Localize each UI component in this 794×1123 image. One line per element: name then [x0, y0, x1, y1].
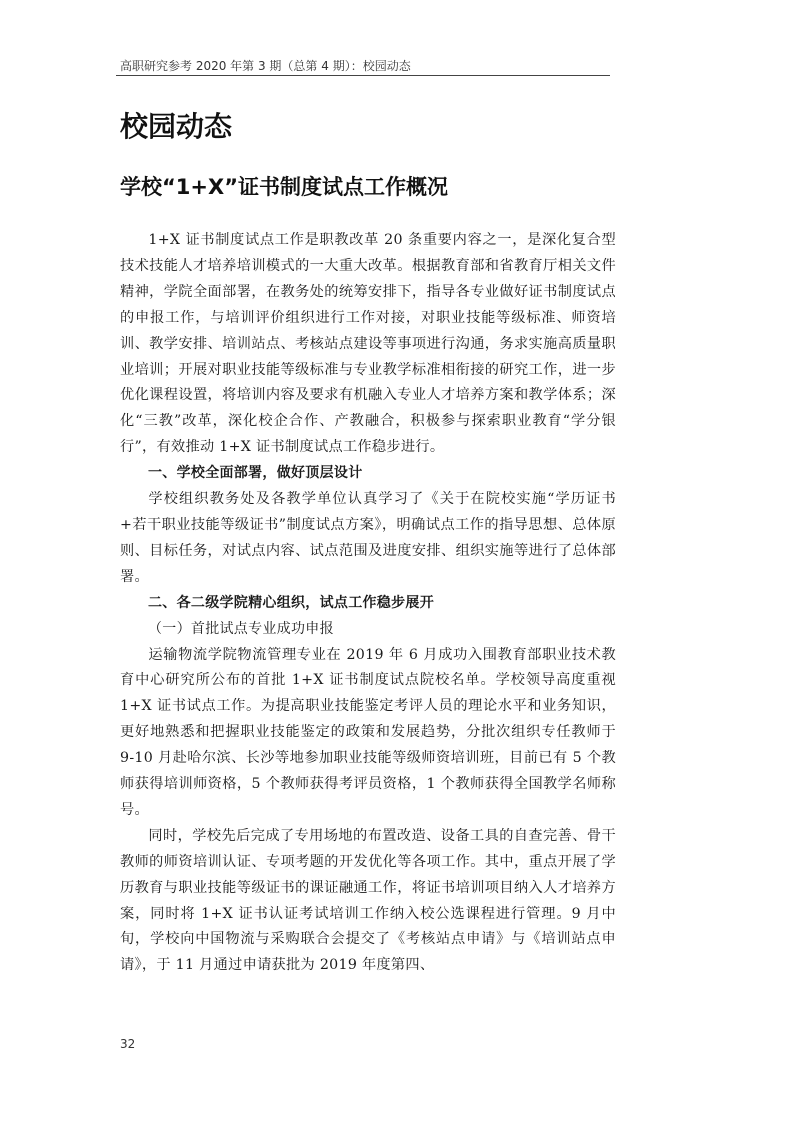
body-paragraph: 同时，学校先后完成了专用场地的布置改造、设备工具的自查完善、骨干教师的师资培训认证、专项考题的开发优化等各项工作。其中，重点开展了学历教育与职业技能等级证书的课证融通工作，将证书培训项目纳入人才培养方案，同时将 1+X 证书认证考试培训工作纳入校公选课程进行管理。9 月中旬，学校向中国物流与采购联合会提交了《考核站点申请》与《培训站点申请》，于 11 月通过申请获批为 2019 年度第四、 — [120, 827, 616, 974]
running-head: 高职研究参考 2020 年第 3 期（总第 4 期）：校园动态 — [120, 59, 411, 73]
subsection-heading: （一）首批试点专业成功申报 — [148, 620, 334, 637]
header-divider — [116, 75, 610, 76]
body-paragraph: 运输物流学院物流管理专业在 2019 年 6 月成功入围教育部职业技术教育中心研究所公布的首批 1+X 证书制度试点院校名单。学校领导高度重视 1+X 证书试点工作。为提高职业技能鉴定考评人员的理论水平和业务知识，更好地熟悉和把握职业技能鉴定的政策和发展趋势，分批次组织专任教师于 9-10 月赴哈尔滨、长沙等地参加职业技能等级师资培训班，目前已有 5 个教师获得培训师资格，5 个教师获得考评员资格，1 个教师获得全国教学名师称号。 — [120, 646, 616, 818]
section-heading: 一、学校全面部署，做好顶层设计 — [148, 465, 363, 482]
article-title: 学校“1+X”证书制度试点工作概况 — [120, 175, 449, 199]
article-body — [120, 228, 616, 979]
section-heading: 二、各二级学院精心组织，试点工作稳步展开 — [148, 594, 434, 611]
section-title: 校园动态 — [120, 110, 233, 143]
body-paragraph: 学校组织教务处及各教学单位认真学习了《关于在院校实施“学历证书+若干职业技能等级证书”制度试点方案》，明确试点工作的指导思想、总体原则、目标任务，对试点内容、试点范围及进度安排、组织实施等进行了总体部署。 — [120, 491, 616, 585]
body-paragraph: 1+X 证书制度试点工作是职教改革 20 条重要内容之一，是深化复合型技术技能人才培养培训模式的一大重大改革。根据教育部和省教育厅相关文件精神，学院全面部署，在教务处的统筹安排下，指导各专业做好证书制度试点的申报工作，与培训评价组织进行工作对接，对职业技能等级标准、师资培训、教学安排、培训站点、考核站点建设等事项进行沟通，务求实施高质量职业培训；开展对职业技能等级标准与专业教学标准相衔接的研究工作，进一步优化课程设置，将培训内容及要求有机融入专业人才培养方案和教学体系；深化“三教”改革，深化校企合作、产教融合，积极参与探索职业教育“学分银行”，有效推动 1+X 证书制度试点工作稳步进行。 — [120, 232, 616, 456]
page-number: 32 — [120, 1037, 136, 1051]
